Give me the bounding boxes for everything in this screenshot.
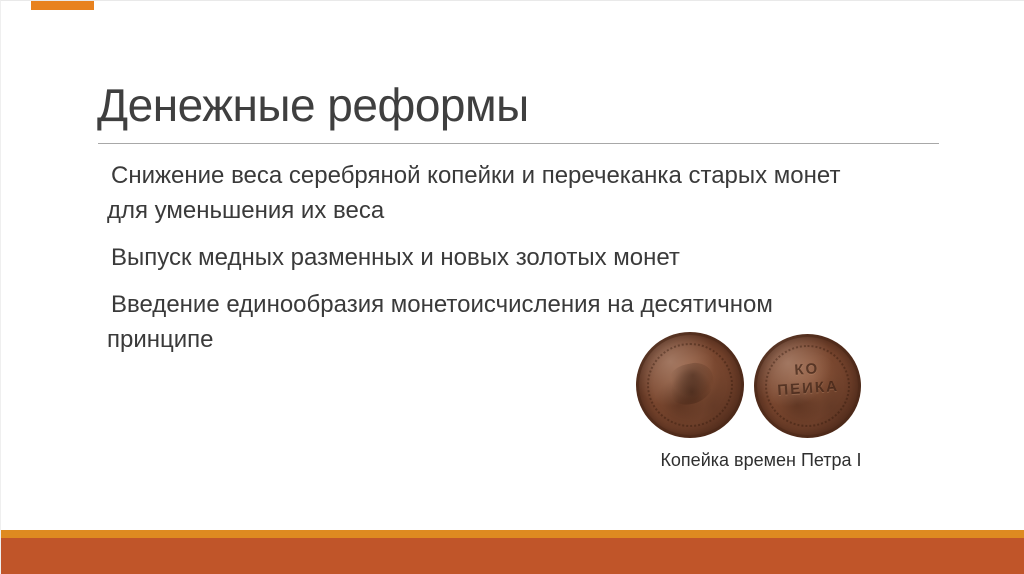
slide-title: Денежные реформы	[97, 79, 529, 131]
coin-reverse-image	[754, 334, 861, 438]
footer-accent-band	[1, 538, 1024, 574]
bullet-item-3: Введение единообразия монетоисчисления на десятичном принципе	[107, 291, 773, 353]
coin-obverse-image	[636, 332, 744, 438]
footer-accent-strip	[1, 530, 1024, 538]
bullet-item-2: Выпуск медных разменных и новых золотых монет	[111, 244, 680, 271]
coin-reverse-inscription	[753, 356, 862, 401]
figure-caption: Копейка времен Петра I	[660, 450, 862, 470]
top-left-accent-mark	[31, 1, 94, 10]
bullet-item-1: Снижение веса серебряной копейки и перечеканка старых монет для уменьшения их веса	[107, 162, 841, 224]
coin-reverse-inscription-line2: ПЕИКА	[776, 377, 840, 400]
coins-figure	[611, 326, 911, 476]
coin-reverse-inscription-line1: КО	[793, 360, 820, 379]
title-underline	[98, 143, 939, 144]
